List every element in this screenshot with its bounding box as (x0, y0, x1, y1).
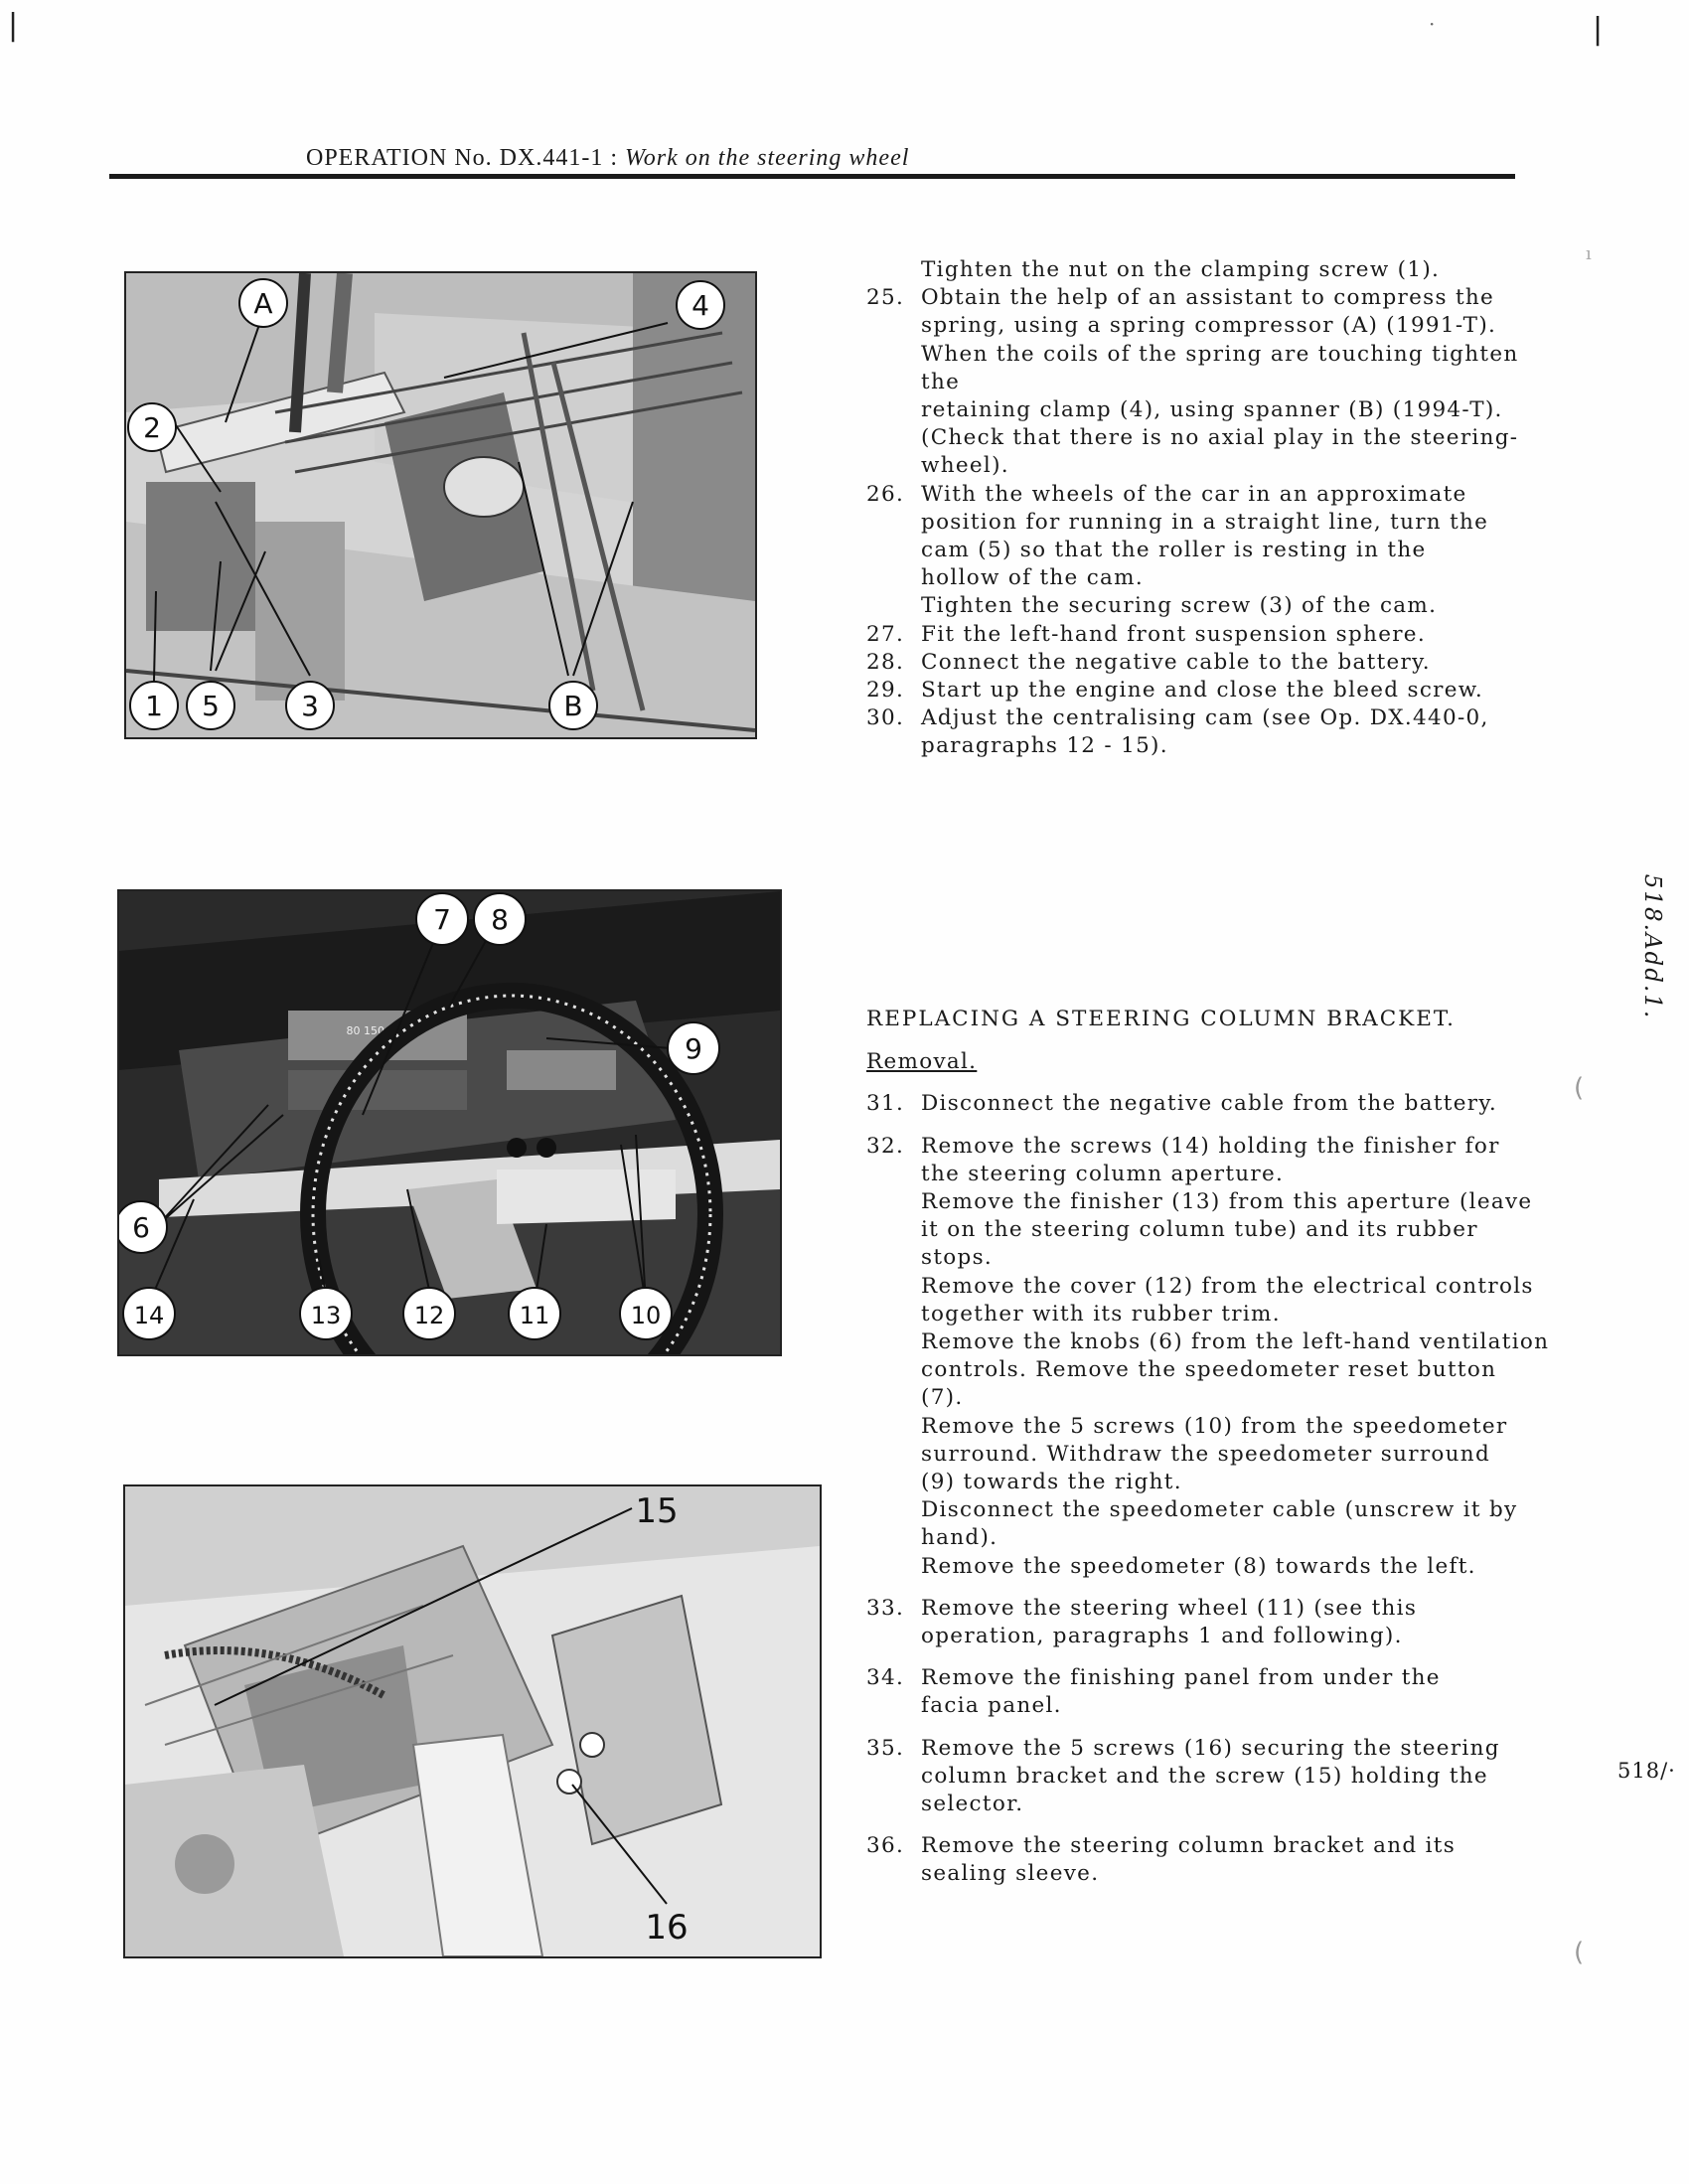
photo-1-illustration (126, 273, 755, 737)
text-line: Remove the 5 screws (16) securing the steering (921, 1735, 1500, 1761)
text-line: cam (5) so that the roller is resting in the (921, 538, 1427, 563)
text-line: Remove the knobs (6) from the left-hand ventilation (921, 1329, 1550, 1355)
photo-2-illustration (119, 891, 780, 1354)
speedometer-scale: 80 150 250 (346, 1024, 409, 1037)
text-line: it on the steering column tube) and its rubber (921, 1217, 1478, 1243)
procedure-section-2 (866, 1006, 1552, 1889)
step-number: 25. (866, 285, 905, 311)
numbered-step (866, 1595, 1552, 1650)
callout-11: 11 (519, 1302, 550, 1329)
text-line: sealing sleeve. (921, 1861, 1100, 1887)
callout-2: 2 (143, 411, 161, 444)
text-line: spring, using a spring compressor (A) (1991-T). (921, 313, 1497, 339)
step-paragraph (866, 256, 1552, 284)
step-number: 32. (866, 1133, 905, 1159)
text-line: selector. (921, 1792, 1024, 1817)
step-number: 28. (866, 649, 905, 675)
step-number: 31. (866, 1091, 905, 1117)
photo-3-illustration (125, 1486, 820, 1956)
scan-mark-dot: · (1429, 12, 1436, 36)
numbered-step (866, 1090, 1552, 1118)
text-line: (7). (921, 1385, 964, 1411)
step-paragraph (866, 341, 1552, 481)
photo-dashboard-steering-wheel (117, 889, 782, 1356)
text-line: wheel). (921, 453, 1009, 479)
numbered-step (866, 677, 1552, 704)
text-line: (9) towards the right. (921, 1470, 1182, 1495)
removal-steps (866, 1090, 1552, 1888)
numbered-step (866, 621, 1552, 649)
text-line: Disconnect the speedometer cable (unscrew it by (921, 1497, 1518, 1523)
numbered-step (866, 1832, 1552, 1888)
step-number: 27. (866, 621, 905, 647)
callout-16: 16 (645, 1908, 689, 1948)
text-line: paragraphs 12 - 15). (921, 733, 1168, 759)
text-line: Remove the steering column bracket and its (921, 1833, 1457, 1859)
text-line: Disconnect the negative cable from the battery. (921, 1091, 1498, 1117)
callout-4: 4 (691, 289, 709, 322)
step-number: 29. (866, 678, 905, 703)
section-heading: REPLACING A STEERING COLUMN BRACKET. (866, 1007, 1456, 1031)
numbered-step (866, 649, 1552, 677)
callout-A: A (253, 287, 273, 320)
text-line: column bracket and the screw (15) holding the (921, 1763, 1488, 1789)
text-line: the steering column aperture. (921, 1161, 1285, 1186)
text-line: Remove the 5 screws (10) from the speedometer (921, 1413, 1508, 1439)
numbered-step (866, 284, 1552, 340)
callout-15: 15 (635, 1491, 679, 1531)
step-paragraph (866, 1328, 1552, 1413)
scan-mark-left: | (8, 8, 19, 43)
numbered-step (866, 1664, 1552, 1720)
step-paragraph (866, 1188, 1552, 1273)
header-rule (109, 174, 1515, 179)
scan-mark-right: | (1593, 12, 1604, 47)
callout-13: 13 (310, 1302, 342, 1329)
step-number: 30. (866, 705, 905, 731)
callout-1: 1 (145, 690, 163, 722)
text-line: hand). (921, 1525, 998, 1551)
text-line: Tighten the nut on the clamping screw (1). (921, 257, 1441, 282)
photo-steering-column-bracket (123, 1484, 822, 1958)
text-line: Adjust the centralising cam (see Op. DX.440-0, (921, 705, 1489, 731)
text-line: Start up the engine and close the bleed screw. (921, 678, 1484, 703)
reference-number-vertical: 518.Add.1. (1639, 873, 1665, 1020)
text-line: When the coils of the spring are touching tighten the (921, 341, 1519, 394)
text-line: retaining clamp (4), using spanner (B) (1994-T). (921, 397, 1503, 423)
callout-B: B (563, 690, 583, 722)
margin-tick: ı (1586, 243, 1592, 264)
callout-12: 12 (413, 1302, 445, 1329)
callout-10: 10 (630, 1302, 662, 1329)
callout-14: 14 (133, 1302, 165, 1329)
text-line: Remove the finishing panel from under the (921, 1665, 1441, 1691)
margin-mark: ( (1574, 1073, 1585, 1103)
page-header (306, 145, 909, 172)
text-line: Remove the cover (12) from the electrical controls (921, 1273, 1534, 1299)
text-line: Remove the finisher (13) from this aperture (leave (921, 1189, 1533, 1215)
text-line: operation, paragraphs 1 and following). (921, 1624, 1403, 1649)
step-number: 34. (866, 1665, 905, 1691)
photo-steering-column-spring (124, 271, 757, 739)
text-line: (Check that there is no axial play in the steering- (921, 425, 1519, 451)
text-line: Connect the negative cable to the battery. (921, 649, 1431, 675)
numbered-step (866, 1133, 1552, 1188)
operation-number: OPERATION No. DX.441-1 : (306, 145, 618, 171)
step-number: 36. (866, 1833, 905, 1859)
text-line: surround. Withdraw the speedometer surround (921, 1441, 1491, 1467)
numbered-step (866, 481, 1552, 593)
callout-5: 5 (202, 690, 220, 722)
text-line: facia panel. (921, 1693, 1062, 1719)
step-number: 33. (866, 1595, 905, 1621)
margin-mark: ( (1574, 1938, 1585, 1967)
callout-3: 3 (301, 690, 319, 722)
page-number: 518/· (1617, 1759, 1676, 1783)
callout-6: 6 (132, 1211, 150, 1244)
callout-7: 7 (433, 903, 451, 936)
step-paragraph (866, 1413, 1552, 1497)
callout-9: 9 (685, 1032, 702, 1065)
step-paragraph (866, 1553, 1552, 1581)
numbered-step (866, 704, 1552, 760)
text-line: hollow of the cam. (921, 565, 1144, 591)
step-number: 26. (866, 481, 905, 507)
step-paragraph (866, 1496, 1552, 1552)
text-line: together with its rubber trim. (921, 1301, 1281, 1326)
step-paragraph (866, 592, 1552, 620)
text-line: Remove the speedometer (8) towards the left. (921, 1553, 1476, 1579)
text-line: With the wheels of the car in an approximate (921, 481, 1467, 507)
numbered-step (866, 1735, 1552, 1819)
text-line: Remove the screws (14) holding the finisher for (921, 1133, 1500, 1159)
callout-8: 8 (491, 903, 509, 936)
removal-subheading: Removal. (866, 1049, 978, 1075)
text-line: controls. Remove the speedometer reset button (921, 1357, 1497, 1383)
text-line: position for running in a straight line, turn the (921, 509, 1489, 535)
step-paragraph (866, 1273, 1552, 1328)
page-title: Work on the steering wheel (625, 145, 910, 171)
step-number: 35. (866, 1735, 905, 1761)
procedure-section-1 (866, 256, 1552, 761)
text-line: stops. (921, 1245, 994, 1271)
text-line: Tighten the securing screw (3) of the cam. (921, 593, 1438, 619)
text-line: Remove the steering wheel (11) (see this (921, 1595, 1418, 1621)
text-line: Fit the left-hand front suspension sphere. (921, 621, 1426, 647)
text-line: Obtain the help of an assistant to compress the (921, 285, 1495, 311)
